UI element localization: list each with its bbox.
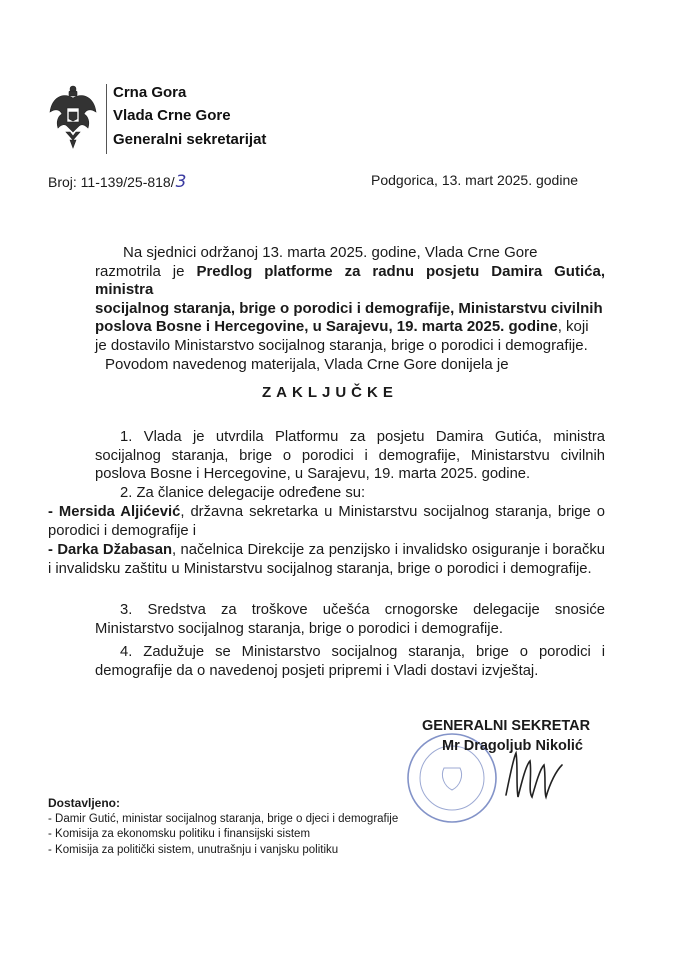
reference-number: Broj: 11-139/25-818/3 <box>48 172 187 192</box>
intro-line-2: razmotrila je Predlog platforme za radnu posjetu Damira Gutića, ministra <box>95 262 605 299</box>
delegate-2: - Darka Džabasan, načelnica Direkcije za penzijsko i invalidsko osiguranje i boračku i invalidsku zaštitu u Ministarstvu socijalnog staranja, brige o porodici i demografije. <box>48 542 605 577</box>
conclusion-2: 2. Za članice delegacije određene su: <box>120 485 366 501</box>
document-date: Podgorica, 13. mart 2025. godine <box>371 172 579 188</box>
handwritten-number: 3 <box>175 172 187 192</box>
delegate-1: - Mersida Aljićević, državna sekretarka u Ministarstvu socijalnog staranja, brige o porodici i demografije i <box>48 504 605 539</box>
distribution-item: - Komisija za ekonomsku politiku i finansijski sistem <box>48 828 311 841</box>
distribution-item: - Komisija za politički sistem, unutrašnju i vanjsku politiku <box>48 843 339 856</box>
document-title: ZAKLJUČKE <box>262 384 398 401</box>
signatory-name: Mr Dragoljub Nikolić <box>442 738 583 754</box>
intro-line-3: socijalnog staranja, brige o porodici i demografije, Ministarstvu civilnih <box>95 299 603 317</box>
distribution-label: Dostavljeno: <box>48 796 121 810</box>
intro-line-5: je dostavilo Ministarstvo socijalnog staranja, brige o porodici i demografije. <box>95 336 588 354</box>
distribution-item: - Damir Gutić, ministar socijalnog staranja, brige o djeci i demografije <box>48 812 399 825</box>
conclusion-1: 1. Vlada je utvrdila Platformu za posjetu Damira Gutića, ministra socijalnog staranja, brige o porodici i demografije, Ministarstvu civilnih poslova Bosne i Hercegovine, u Sarajevu, 19. marta 2025. godine. <box>95 429 605 483</box>
intro-line-6: Povodom navedenog materijala, Vlada Crne Gore donijela je <box>105 355 509 373</box>
intro-paragraph <box>95 244 605 374</box>
header-government: Vlada Crne Gore <box>113 107 231 124</box>
intro-line-4: poslova Bosne i Hercegovine, u Sarajevu, 19. marta 2025. godine, koji <box>95 318 589 336</box>
header-divider <box>106 84 107 154</box>
distribution-list <box>48 796 398 858</box>
signatory-title: GENERALNI SEKRETAR <box>422 718 591 734</box>
handwritten-signature-icon <box>500 735 570 805</box>
header-country: Crna Gora <box>113 84 187 101</box>
conclusion-4: 4. Zadužuje se Ministarstvo socijalnog staranja, brige o porodici i demografije da o navedenoj posjeti pripremi i Vladi dostavi izvještaj. <box>95 644 605 679</box>
header-secretariat: Generalni sekretarijat <box>113 131 267 148</box>
coat-of-arms-icon <box>48 84 98 150</box>
intro-line-1: Na sjednici održanoj 13. marta 2025. godine, Vlada Crne Gore <box>123 244 538 261</box>
conclusion-3: 3. Sredstva za troškove učešća crnogorske delegacije snosiće Ministarstvo socijalnog staranja, brige o porodici i demografije. <box>95 602 605 637</box>
